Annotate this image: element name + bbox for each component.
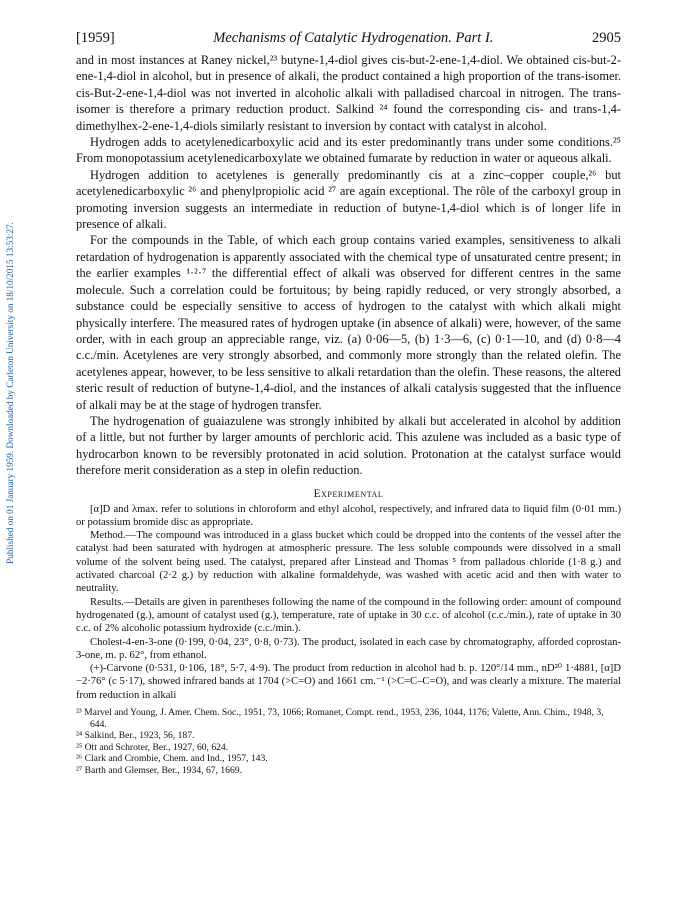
- section-heading-experimental: Experimental: [313, 487, 384, 500]
- body-paragraph: and in most instances at Raney nickel,²³ butyne-1,4-diol gives cis-but-2-ene-1,4-diol. We obtained cis-but-2-ene-1,4-diol in alcohol, but in presence of alkali, the product contained a high proportion of the trans-isomer. cis-But-2-ene-1,4-diol was not inverted in alcoholic alkali with palladised charcoal in nitrogen. The trans-isomer is therefore a primary reduction product. Salkind ²⁴ found the corresponding cis- and trans-1,4-dimethylhex-2-ene-1,4-diols similarly resistant to inversion by contact with catalyst in alcohol.: [76, 53, 621, 133]
- page-number: 2905: [592, 30, 621, 46]
- experimental-section: [76, 503, 621, 702]
- running-head: [76, 30, 621, 47]
- journal-page: [76, 30, 621, 777]
- running-head-title: Mechanisms of Catalytic Hydrogenation. Part I.: [213, 30, 494, 46]
- body-paragraph: The hydrogenation of guaiazulene was strongly inhibited by alkali but accelerated in alcohol by addition of a little, but not further by larger amounts of perchloric acid. This azulene was included as a basic type of hydrocarbon known to be reversibly protonated in acid solution. Protonation at the catalyst surface would therefore merit consideration as a step in olefin reduction.: [76, 413, 621, 478]
- experimental-paragraph: Results.—Details are given in parentheses following the name of the compound in the following order: amount of compound hydrogenated (g.), amount of catalyst used (g.), temperature, rate of uptake in 30 c.c. of alcohol (c.c./min.), rate of uptake in 30 c.c. of 2% alcoholic potassium hydroxide (c.c./min.).: [76, 596, 621, 635]
- experimental-paragraph: (+)-Carvone (0·531, 0·106, 18°, 5·7, 4·9). The product from reduction in alcohol had b. p. 120°/14 mm., nD²⁰ 1·4881, [α]D −2·76° (c 5·17), showed infrared bands at 1704 (>C=O) and 1661 cm.⁻¹ (>C=C–C=O), and was clearly a mixture. The material from reduction in alkali: [76, 663, 621, 701]
- reference-item: ²⁷ Barth and Glemser, Ber., 1934, 67, 1669.: [76, 764, 242, 776]
- body-paragraph: Hydrogen addition to acetylenes is generally predominantly cis at a zinc–copper couple,²⁶ but acetylenedicarboxylic ²⁶ and phenylpropiolic acid ²⁷ are again exceptional. The rôle of the carboxyl group in promoting inversion suggests an intermediate in reduction of butyne-1,4-diol which is of longer life in presence of alkali.: [76, 167, 621, 232]
- reference-item: ²⁶ Clark and Crombie, Chem. and Ind., 1957, 143.: [76, 753, 268, 765]
- download-watermark: [3, 160, 17, 630]
- download-watermark-text: Published on 01 January 1959. Downloaded by Carleton University on 18/10/2015 13:53:27.: [5, 222, 15, 564]
- reference-item: ²⁴ Salkind, Ber., 1923, 56, 187.: [76, 730, 195, 742]
- body-paragraph: Hydrogen adds to acetylenedicarboxylic acid and its ester predominantly trans under some conditions.²⁵ From monopotassium acetylenedicarboxylate we obtained fumarate by reduction in water or aqueous alkali.: [76, 135, 621, 166]
- reference-item: ²³ Marvel and Young, J. Amer. Chem. Soc., 1951, 73, 1066; Romanet, Compt. rend., 1953, 236, 1044, 1176; Valette, Ann. Chim., 1948, 3, 644.: [76, 707, 604, 730]
- experimental-paragraph: [α]D and λmax. refer to solutions in chloroform and ethyl alcohol, respectively, and infrared data to liquid film (0·01 mm.) or potassium bromide disc as appropriate.: [76, 503, 621, 528]
- experimental-paragraph: Method.—The compound was introduced in a glass bucket which could be dropped into the contents of the vessel after the catalyst had been saturated with hydrogen at atmospheric pressure. The less soluble compounds were dissolved in a small volume of the solvent being used. The catalyst, prepared after Linstead and Thomas ⁵ from palladous chloride (1·8 g.) and activated charcoal (2·2 g.) by reduction with alkaline formaldehyde, was washed with acetic acid and then with water to neutrality.: [76, 530, 621, 595]
- body-paragraph: For the compounds in the Table, of which each group contains varied examples, sensitiveness to alkali retardation of hydrogenation is apparently associated with the chemical type of unsaturated centre present; in the earlier examples ¹·²·⁷ the differential effect of alkali was observed for different centres in the same molecule. Such a correlation could be fortuitous; by being rapidly reduced, or very strongly absorbed, a substance could be especially sensitive to access of hydrogen to the catalyst with which alkali might physically interfere. The measured rates of hydrogen uptake (in absence of alkali) were, however, of the same order, with in each group an appreciable range, viz. (a) 0·06—5, (b) 1·3—6, (c) 0·1—10, and (d) 0·8—4 c.c./min. Acetylenes are very strongly absorbed, and commonly more strongly than the related olefin. The acetylenes appear, however, to be less sensitive to alkali retardation than the olefin. These reasons, the altered steric result of reduction of butyne-1,4-diol, and the instances of alkali catalysis suggested that the influence of alkali may be at the stage of hydrogen transfer.: [76, 233, 621, 412]
- running-head-year: [1959]: [76, 30, 115, 46]
- body-text: [76, 52, 621, 479]
- experimental-paragraph: Cholest-4-en-3-one (0·199, 0·04, 23°, 0·8, 0·73). The product, isolated in each case by chromatography, afforded coprostan-3-one, m. p. 62°, from ethanol.: [76, 636, 621, 661]
- footnote-references: [76, 707, 621, 777]
- reference-item: ²⁵ Ott and Schroter, Ber., 1927, 60, 624.: [76, 741, 229, 753]
